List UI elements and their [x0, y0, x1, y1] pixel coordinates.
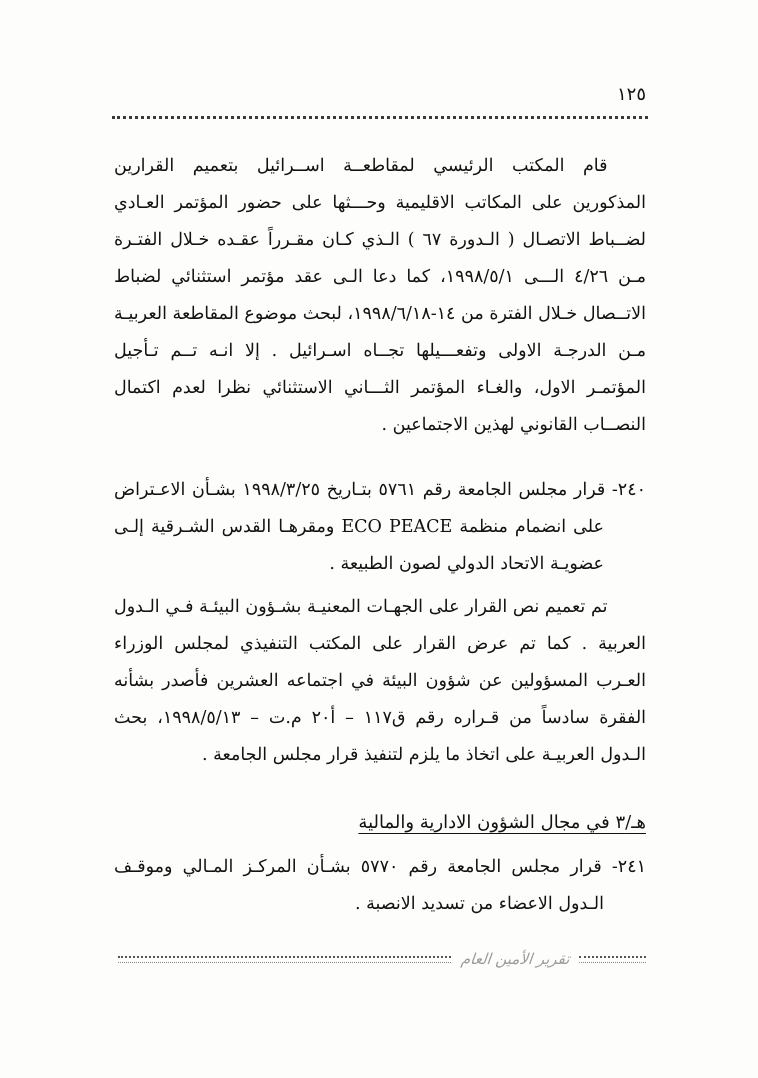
header-dotted-divider	[112, 116, 648, 119]
document-body	[114, 148, 646, 929]
resolution-item-241: ٢٤١- قرار مجلس الجامعة رقم ٥٧٧٠ بشـأن المركـز المـالي وموقـف الـدول الاعضاء من تسديد الانصبة .	[114, 857, 646, 914]
paragraph-boycott-office: قام المكتب الرئيسي لمقاطعــة اســرائيل بتعميم القرارين المذكورين على المكاتب الاقليمية وحـــثها على حضور المؤتمر العـادي لضــباط الاتصـال ( الـدورة ٦٧ ) الـذي كـان مقـرراً عقـده خـلال الفتـرة مـن ٤/٢٦ الـــى ١٩٩٨/٥/١، كما دعا الـى عقد مؤتمر استثنائي لضباط الاتــصال خـلال الفترة من ١٤-١٩٩٨/٦/١٨، لبحث موضوع المقاطعة العربيـة مـن الدرجـة الاولى وتفعـــيلها تجــاه اسـرائيل . إلا انـه تــم تـأجيل المؤتمـر الاول، والغـاء المؤتمر الثـــاني الاستثنائي نظرا لعدم اكتمال النصــاب القانوني لهذين الاجتماعين .	[114, 156, 647, 435]
footer-handwritten-mark: تقرير الأمين العام	[459, 950, 571, 968]
resolution-item-240: ٢٤٠- قرار مجلس الجامعة رقم ٥٧٦١ بتـاريخ ١٩٩٨/٣/٢٥ بشـأن الاعـتراض على انضمام منظمة ECO PEACE ومقرهـا القدس الشـرقية إلـى عضويـة الاتحاد الدولي لصون الطبيعة .	[114, 480, 646, 574]
section-heading-admin-financial-affairs: هـ/٣ في مجال الشؤون الادارية والمالية	[358, 812, 646, 833]
page-footer	[118, 950, 646, 968]
page-number: ١٢٥	[616, 84, 646, 105]
footer-dotted-divider-right	[579, 956, 646, 963]
paragraph-resolution-circulation: تم تعميم نص القرار على الجهـات المعنيـة بشـؤون البيئـة فـي الـدول العربية . كما تم عرض القرار على المكتب التنفيذي لمجلس الوزراء العـرب المسؤولين عن شؤون البيئة في اجتماعه العشرين فأصدر بشأنه الفقرة سادساً من قـراره رقم ق١١٧ – أ٢٠ م.ت – ١٩٩٨/٥/١٣، بحث الـدول العربيـة على اتخاذ ما يلزم لتنفيذ قرار مجلس الجامعة .	[114, 597, 647, 765]
footer-dotted-divider-left	[118, 956, 451, 963]
